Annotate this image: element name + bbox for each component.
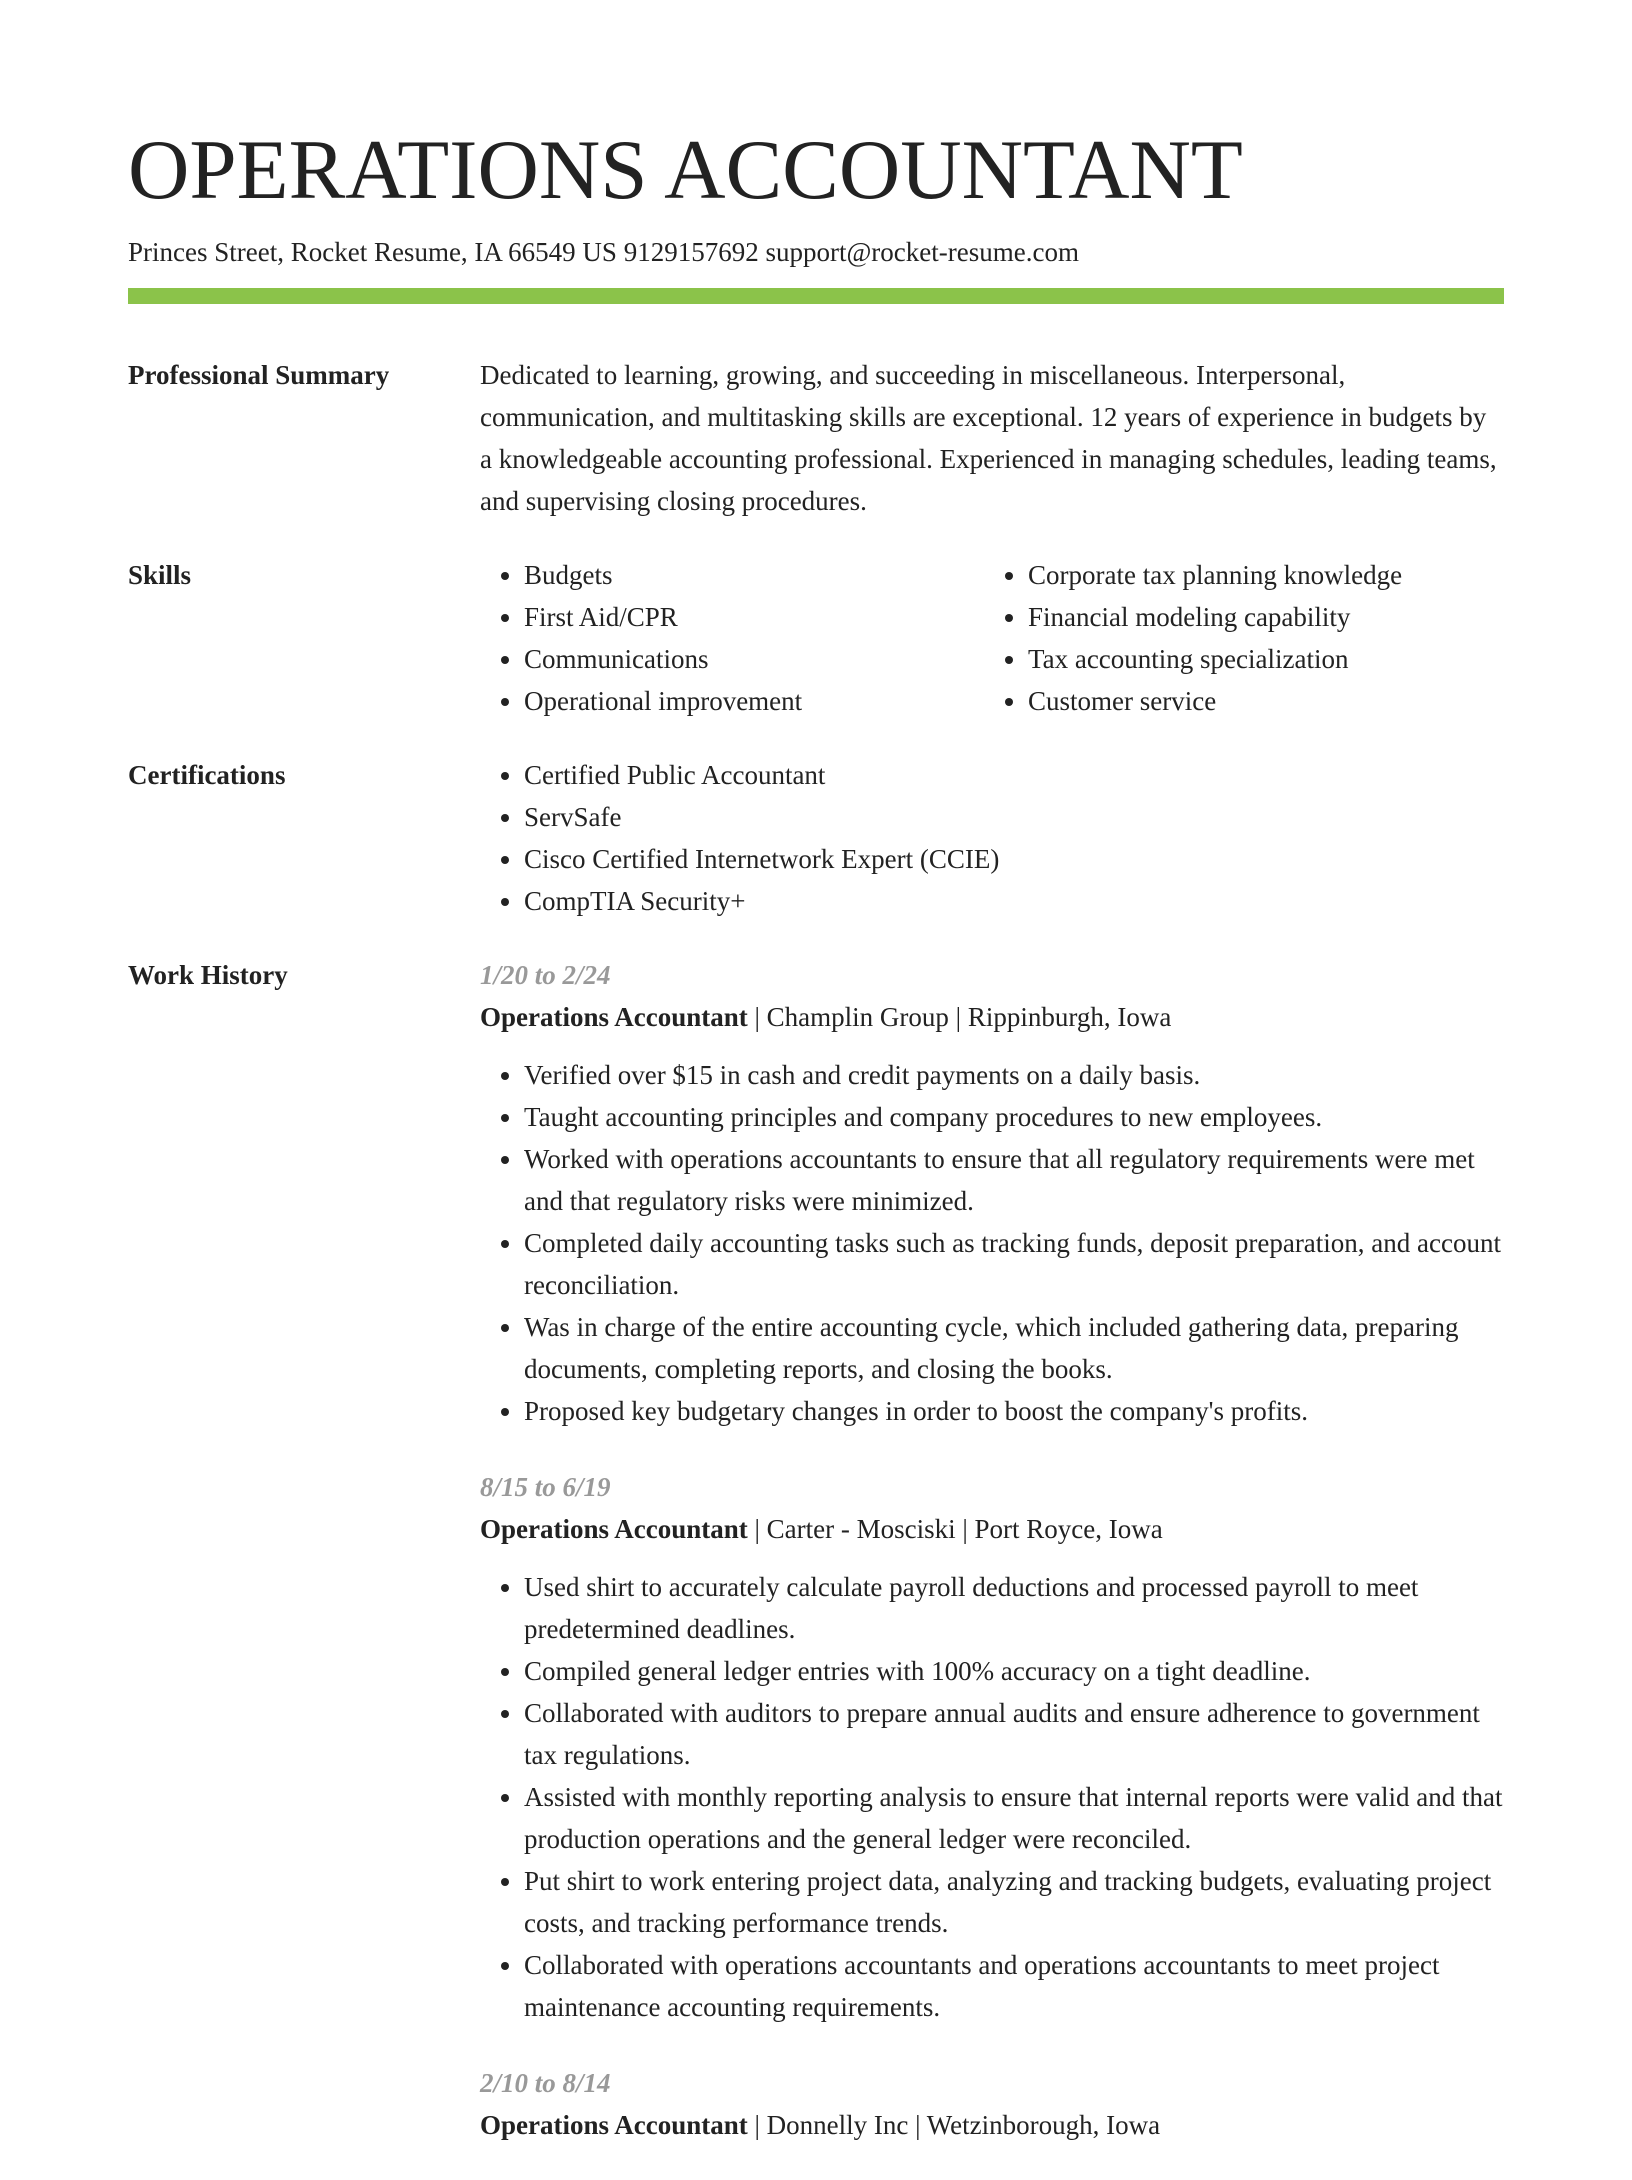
job-details: | Donnelly Inc | Wetzinborough, Iowa <box>747 2110 1161 2140</box>
work-history-label: Work History <box>128 960 288 990</box>
job-bullet: • Compiled general ledger entries with 100% accuracy on a tight deadline. <box>524 1650 1504 1692</box>
certification-item: • Certified Public Accountant <box>524 754 1504 796</box>
job-title-line <box>480 1508 1504 1550</box>
job-dates: 1/20 to 2/24 <box>480 960 611 990</box>
job-bullet: • Put shirt to work entering project data, analyzing and tracking budgets, evaluating project costs, and tracking performance trends. <box>524 1860 1504 1944</box>
accent-divider <box>128 288 1504 304</box>
skill-item: • Customer service <box>1028 680 1488 722</box>
certification-item: • CompTIA Security+ <box>524 880 1504 922</box>
job-title-line <box>480 2104 1504 2146</box>
job-bullets <box>480 1566 1504 2028</box>
job-bullet: • Verified over $15 in cash and credit payments on a daily basis. <box>524 1054 1504 1096</box>
job-bullets <box>480 1054 1504 1432</box>
skill-item: • Budgets <box>524 554 984 596</box>
job-bullet: • Proposed key budgetary changes in order to boost the company's profits. <box>524 1390 1504 1432</box>
job-dates: 8/15 to 6/19 <box>480 1472 611 1502</box>
job-bullet: • Collaborated with auditors to prepare annual audits and ensure adherence to government tax regulations. <box>524 1692 1504 1776</box>
job-bullet: • Worked with operations accountants to ensure that all regulatory requirements were met and that regulatory risks were minimized. <box>524 1138 1504 1222</box>
resume-page <box>128 0 1504 2180</box>
job-entry <box>480 954 1504 1432</box>
contact-line: Princes Street, Rocket Resume, IA 66549 US 9129157692 support@rocket-resume.com <box>128 237 1079 267</box>
job-title-line <box>480 996 1504 1038</box>
skill-item: • Financial modeling capability <box>1028 596 1488 638</box>
skill-item: • Operational improvement <box>524 680 984 722</box>
summary-section <box>128 354 1504 522</box>
job-bullet: • Completed daily accounting tasks such as tracking funds, deposit preparation, and account reconciliation. <box>524 1222 1504 1306</box>
certification-item: • ServSafe <box>524 796 1504 838</box>
job-title: Operations Accountant <box>480 1514 748 1544</box>
job-entry <box>480 2062 1504 2146</box>
skills-list-left <box>480 554 984 722</box>
certifications-list <box>480 754 1504 922</box>
job-title: Operations Accountant <box>480 1002 748 1032</box>
job-details: | Champlin Group | Rippinburgh, Iowa <box>747 1002 1172 1032</box>
job-details: | Carter - Mosciski | Port Royce, Iowa <box>747 1514 1163 1544</box>
job-entry <box>480 1466 1504 2028</box>
job-bullet: • Collaborated with operations accountants and operations accountants to meet project maintenance accounting requirements. <box>524 1944 1504 2028</box>
certifications-section <box>128 754 1504 922</box>
job-bullet: • Taught accounting principles and company procedures to new employees. <box>524 1096 1504 1138</box>
skills-section <box>128 554 1504 722</box>
resume-title: OPERATIONS ACCOUNTANT <box>128 123 1243 217</box>
skill-item: • Tax accounting specialization <box>1028 638 1488 680</box>
skill-item: • Communications <box>524 638 984 680</box>
skill-item: • First Aid/CPR <box>524 596 984 638</box>
job-title: Operations Accountant <box>480 2110 748 2140</box>
work-history-section <box>128 954 1504 2180</box>
job-bullet: • Was in charge of the entire accounting cycle, which included gathering data, preparing documents, completing reports, and closing the books. <box>524 1306 1504 1390</box>
certifications-label: Certifications <box>128 760 286 790</box>
job-dates: 2/10 to 8/14 <box>480 2068 611 2098</box>
skills-label: Skills <box>128 560 192 590</box>
skills-list-right <box>984 554 1488 722</box>
work-history-body <box>480 954 1504 2180</box>
job-bullet: • Assisted with monthly reporting analysis to ensure that internal reports were valid and that production operations and the general ledger were reconciled. <box>524 1776 1504 1860</box>
summary-label: Professional Summary <box>128 360 390 390</box>
skill-item: • Corporate tax planning knowledge <box>1028 554 1488 596</box>
certification-item: • Cisco Certified Internetwork Expert (CCIE) <box>524 838 1504 880</box>
job-bullet: • Used shirt to accurately calculate payroll deductions and processed payroll to meet predetermined deadlines. <box>524 1566 1504 1650</box>
summary-text: Dedicated to learning, growing, and succeeding in miscellaneous. Interpersonal, communication, and multitasking skills are exceptional. 12 years of experience in budgets by a knowledgeable accounting professional. Experienced in managing schedules, leading teams, and supervising closing procedures. <box>480 360 1497 516</box>
